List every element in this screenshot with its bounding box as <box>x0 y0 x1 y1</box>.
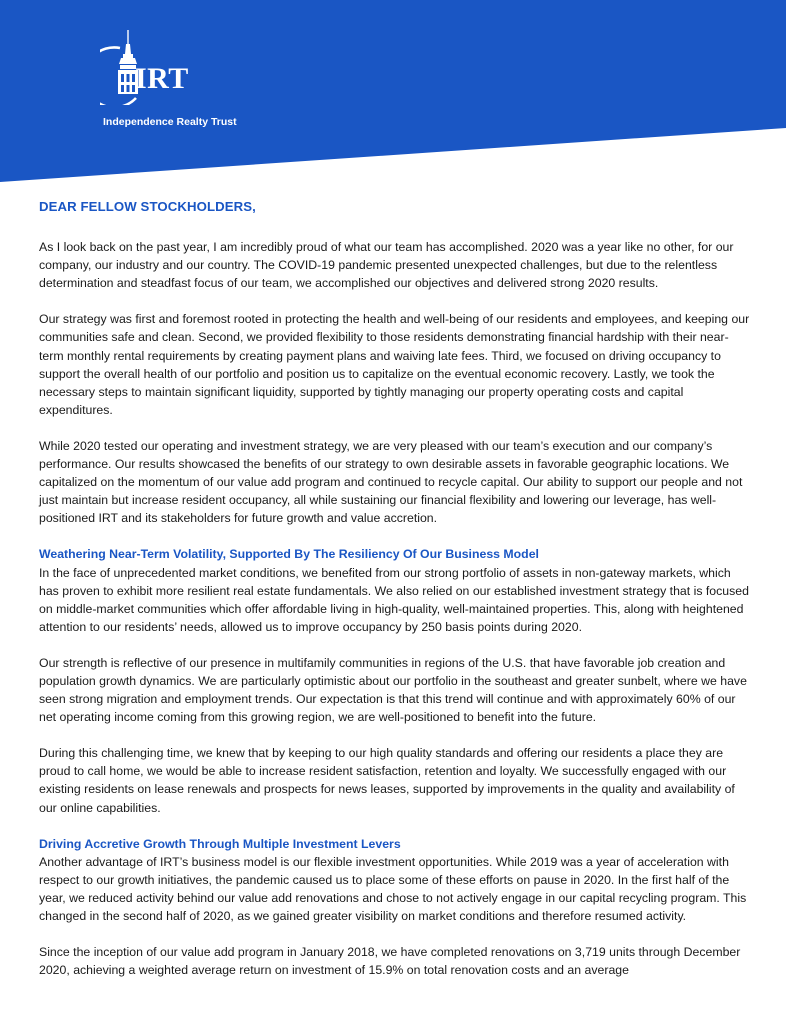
brand-short-name: IRT <box>135 62 189 95</box>
letter-paragraph-4: In the face of unprecedented market conditions, we benefited from our strong portfolio of assets in non-gateway markets, which has proven to exhibit more resilient real estate fundamentals. We also relied on our established investment strategy that is focused on middle-market communities which offer affordable living in high-quality, well-maintained properties. This, along with heightened attention to our residents’ needs, allowed us to improve occupancy by 250 basis points during 2020. <box>39 565 749 634</box>
letter-paragraph-8: Since the inception of our value add program in January 2018, we have completed renovations on 3,719 units through December 2020, achieving a weighted average return on investment of 15.9% on total renovation costs and an average <box>39 945 741 978</box>
letter-paragraph-5: Our strength is reflective of our presence in multifamily communities in regions of the U.S. that have favorable job creation and population growth dynamics. We are particularly optimistic about our portfolio in the southeast and greater sunbelt, where we have seen strong migration and employment trends. Our expectation is that this trend will continue and with approximately 60% of our net operating income coming from this growing region, we are well-positioned to benefit into the future. <box>39 655 747 725</box>
brand-full-name: Independence Realty Trust <box>103 116 237 128</box>
letter-paragraph-2: Our strategy was first and foremost rooted in protecting the health and well-being of our residents and employees, and keeping our communities safe and clean. Second, we provided flexibility to those residents demonstrating financial hardship with their near-term monthly rental requirements by creating payment plans and waiving late fees. Third, we focused on driving occupancy to support the overall health of our portfolio and position us to capitalize on the eventual economic recovery. Lastly, we took the necessary steps to maintain significant liquidity, supported by tightly managing our property operating costs and capital expenditures. <box>39 312 750 417</box>
letter-paragraph-6: During this challenging time, we knew that by keeping to our high quality standards and offering our residents a place they are proud to call home, we would be able to increase resident satisfaction, retention and loyalty. We successfully engaged with our existing residents on lease renewals and prospects for news leases, supported by improvements in the quality and availability of our online capabilities. <box>39 746 735 815</box>
letter-paragraph-1: As I look back on the past year, I am incredibly proud of what our team has accomplished. 2020 was a year like no other, for our company, our industry and our country. The COVID-19 pandemic presented unexpected challenges, but due to the relentless determination and steadfast focus of our team, we accomplished our objectives and delivered strong 2020 results. <box>39 240 734 291</box>
letter-body <box>39 198 751 997</box>
section-heading-growth: Driving Accretive Growth Through Multiple Investment Levers <box>39 836 401 851</box>
section-heading-volatility: Weathering Near-Term Volatility, Supported By The Resiliency Of Our Business Model <box>39 547 539 562</box>
letter-paragraph-3: While 2020 tested our operating and investment strategy, we are very pleased with our team’s execution and our company’s performance. Our results showcased the benefits of our strategy to own desirable assets in favorable geographic locations. We capitalized on the momentum of our value add program and continued to recycle capital. Our ability to support our people and not just maintain but increase resident occupancy, all while sustaining our financial flexibility and lowering our leverage, has well-positioned IRT and its stakeholders for future growth and value accretion. <box>39 438 743 526</box>
letter-paragraph-7: Another advantage of IRT’s business model is our flexible investment opportunities. While 2019 was a year of acceleration with respect to our growth initiatives, the pandemic caused us to place some of these efforts on pause in 2020. In the first half of the year, we reduced activity behind our value add renovations and chose to not actively engage in our capital recycling program. This changed in the second half of 2020, as we gained greater visibility on market conditions and therefore resumed activity. <box>39 854 747 923</box>
letter-salutation: DEAR FELLOW STOCKHOLDERS, <box>39 199 256 214</box>
